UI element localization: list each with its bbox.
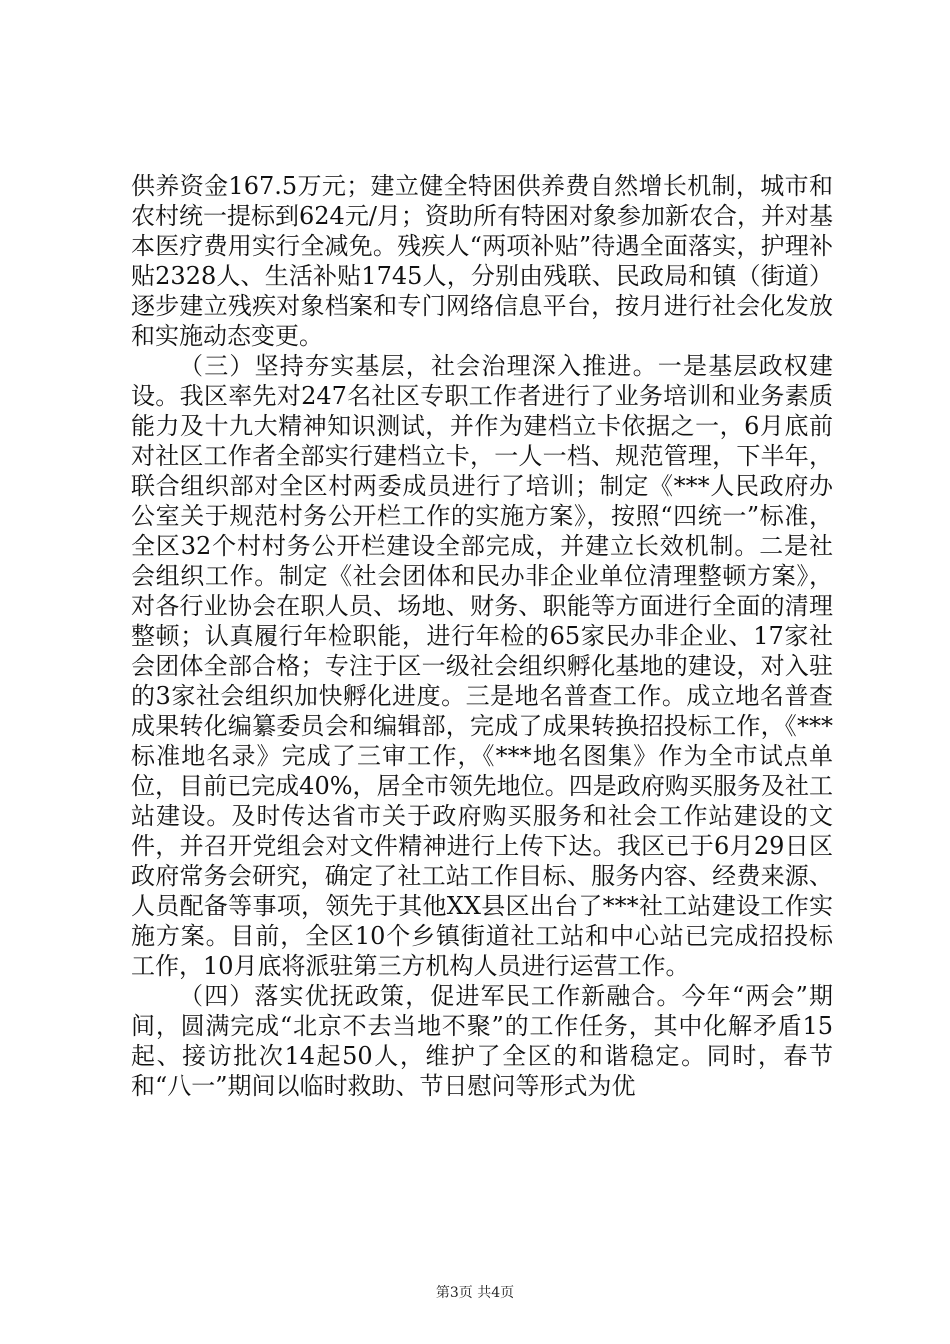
page-number-footer: 第3页 共4页 bbox=[435, 1285, 515, 1301]
paragraph-military-support: （四）落实优抚政策，促进军民工作新融合。今年“两会”期间，圆满完成“北京不去当地不聚”的工作任务，其中化解矛盾15起、接访批次14起50人，维护了全区的和谐稳定。同时，春节和“八一”期间以临时救助、节日慰问等形式为优 bbox=[131, 982, 833, 1100]
paragraph-grassroots-governance: （三）坚持夯实基层，社会治理深入推进。一是基层政权建设。我区率先对247名社区专职工作者进行了业务培训和业务素质能力及十九大精神知识测试，并作为建档立卡依据之一，6月底前对社区工作者全部实行建档立卡，一人一档、规范管理，下半年，联合组织部对全区村两委成员进行了培训；制定《***人民政府办公室关于规范村务公开栏工作的实施方案》，按照“四统一”标准，全区32个村村务公开栏建设全部完成，并建立长效机制。二是社会组织工作。制定《社会团体和民办非企业单位清理整顿方案》，对各行业协会在职人员、场地、财务、职能等方面进行全面的清理整顿；认真履行年检职能，进行年检的65家民办非企业、17家社会团体全部合格；专注于区一级社会组织孵化基地的建设，对入驻的3家社会组织加快孵化进度。三是地名普查工作。成立地名普查成果转化编纂委员会和编辑部，完成了成果转换招投标工作，《***标准地名录》完成了三审工作，《***地名图集》作为全市试点单位，目前已完成40%，居全市领先地位。四是政府购买服务及社工站建设。及时传达省市关于政府购买服务和社会工作站建设的文件，并召开党组会对文件精神进行上传下达。我区已于6月29日区政府常务会研究，确定了社工站工作目标、服务内容、经费来源、人员配备等事项，领先于其他XX县区出台了***社工站建设工作实施方案。目前，全区10个乡镇街道社工站和中心站已完成招投标工作，10月底将派驻第三方机构人员进行运营工作。 bbox=[131, 352, 833, 980]
document-body bbox=[131, 171, 833, 1101]
paragraph-subsidy: 供养资金167.5万元；建立健全特困供养费自然增长机制，城市和农村统一提标到624元/月；资助所有特困对象参加新农合，并对基本医疗费用实行全减免。残疾人“两项补贴”待遇全面落实，护理补贴2328人、生活补贴1745人，分别由残联、民政局和镇（街道）逐步建立残疾对象档案和专门网络信息平台，按月进行社会化发放和实施动态变更。 bbox=[131, 172, 833, 350]
